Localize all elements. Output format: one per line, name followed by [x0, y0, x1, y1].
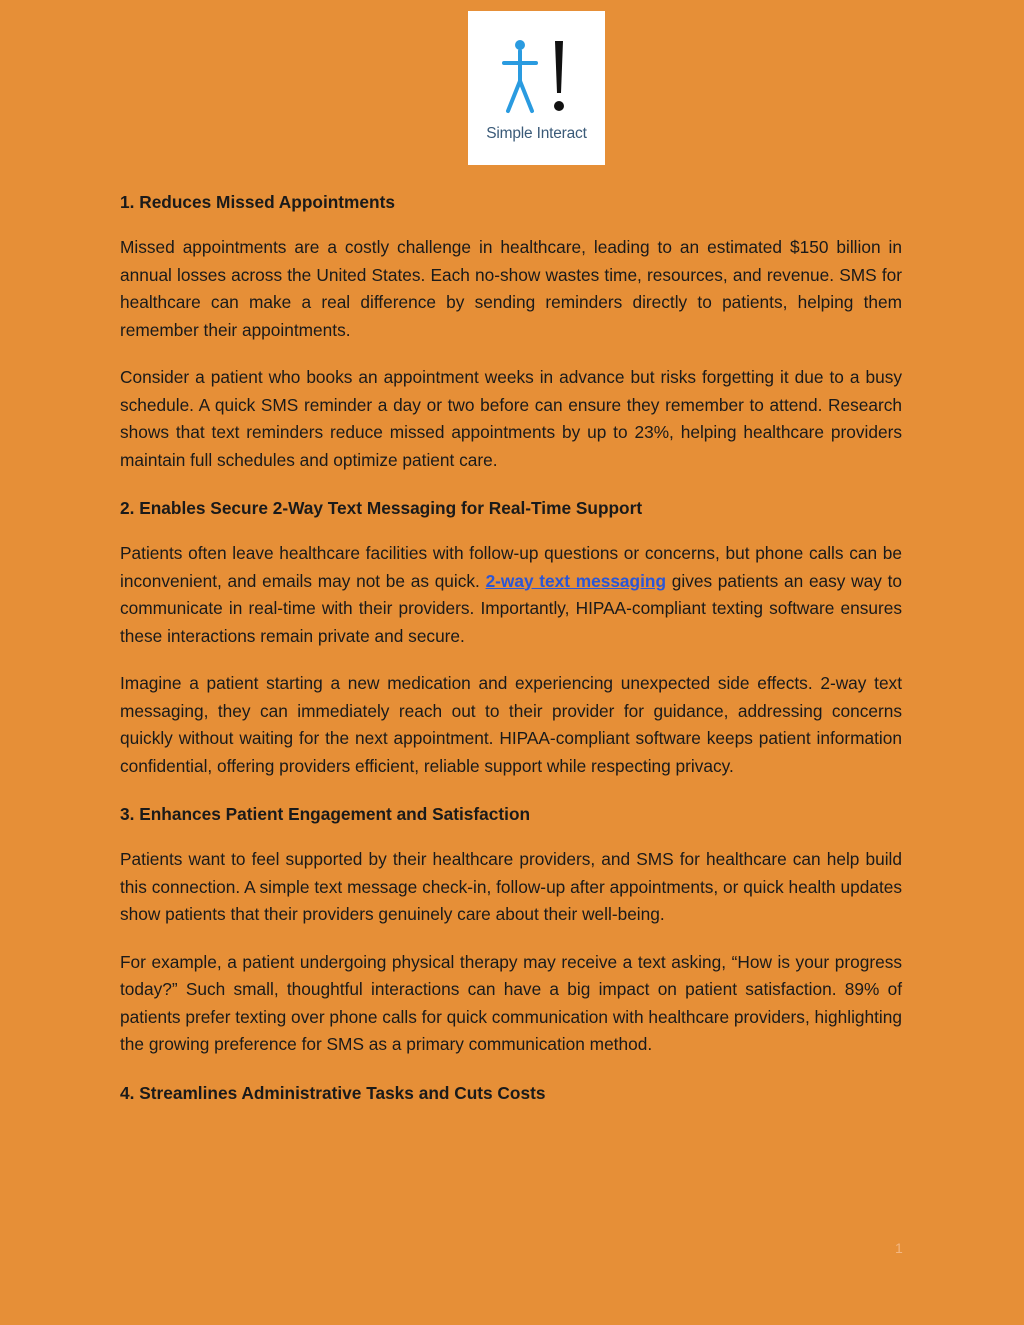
simple-interact-logo [468, 11, 605, 165]
page-number: 1 [895, 1240, 903, 1256]
section-1-paragraph-1: Missed appointments are a costly challenge in healthcare, leading to an estimated $150 billion in annual losses across the United States. Each no-show wastes time, resources, and revenue. SMS for healthcare can make a real difference by sending reminders directly to patients, helping them remember their appointments. [120, 237, 902, 340]
section-3-paragraph-1: Patients want to feel supported by their healthcare providers, and SMS for healthcare can help build this connection. A simple text message check-in, follow-up after appointments, or quick health updates show patients that their providers genuinely care about their well-being. [120, 849, 902, 924]
section-4-heading: 4. Streamlines Administrative Tasks and Cuts Costs [120, 1082, 546, 1103]
logo-text: Simple Interact [486, 125, 587, 142]
document-body [120, 188, 902, 1125]
paragraph-text: Patients often leave healthcare facilities with follow-up questions or concerns, but phone calls can be inconvenient, and emails may not be as quick. [120, 543, 902, 591]
section-3-paragraph-2: For example, a patient undergoing physical therapy may receive a text asking, “How is your progress today?” Such small, thoughtful interactions can have a big impact on patient satisfaction. 89% of patients prefer texting over phone calls for quick communication with healthcare providers, highlighting the growing preference for SMS as a primary communication method. [120, 951, 902, 1054]
section-3-heading: 3. Enhances Patient Engagement and Satisfaction [120, 804, 531, 824]
section-2-paragraph-1 [120, 540, 902, 650]
section-2-paragraph-2: Imagine a patient starting a new medication and experiencing unexpected side effects. 2-way text messaging, they can immediately reach out to their provider for guidance, addressing concerns quickly without waiting for the next appointment. HIPAA-compliant software keeps patient information confidential, offering providers efficient, reliable support while respecting privacy. [120, 673, 902, 776]
two-way-text-messaging-link[interactable]: 2-way text messaging [485, 570, 667, 591]
section-2-heading: 2. Enables Secure 2-Way Text Messaging for Real-Time Support [120, 498, 643, 518]
stick-figure-exclamation-icon [498, 37, 578, 117]
section-1-paragraph-2: Consider a patient who books an appointment weeks in advance but risks forgetting it due to a busy schedule. A quick SMS reminder a day or two before can ensure they remember to attend. Research shows that text reminders reduce missed appointments by up to 23%, helping healthcare providers maintain full schedules and optimize patient care. [120, 367, 902, 470]
section-1-heading: 1. Reduces Missed Appointments [120, 192, 395, 212]
paragraph-text: gives patients an easy way to communicate in real-time with their providers. Importantly, HIPAA-compliant texting software ensures these interactions remain private and secure. [120, 570, 903, 646]
